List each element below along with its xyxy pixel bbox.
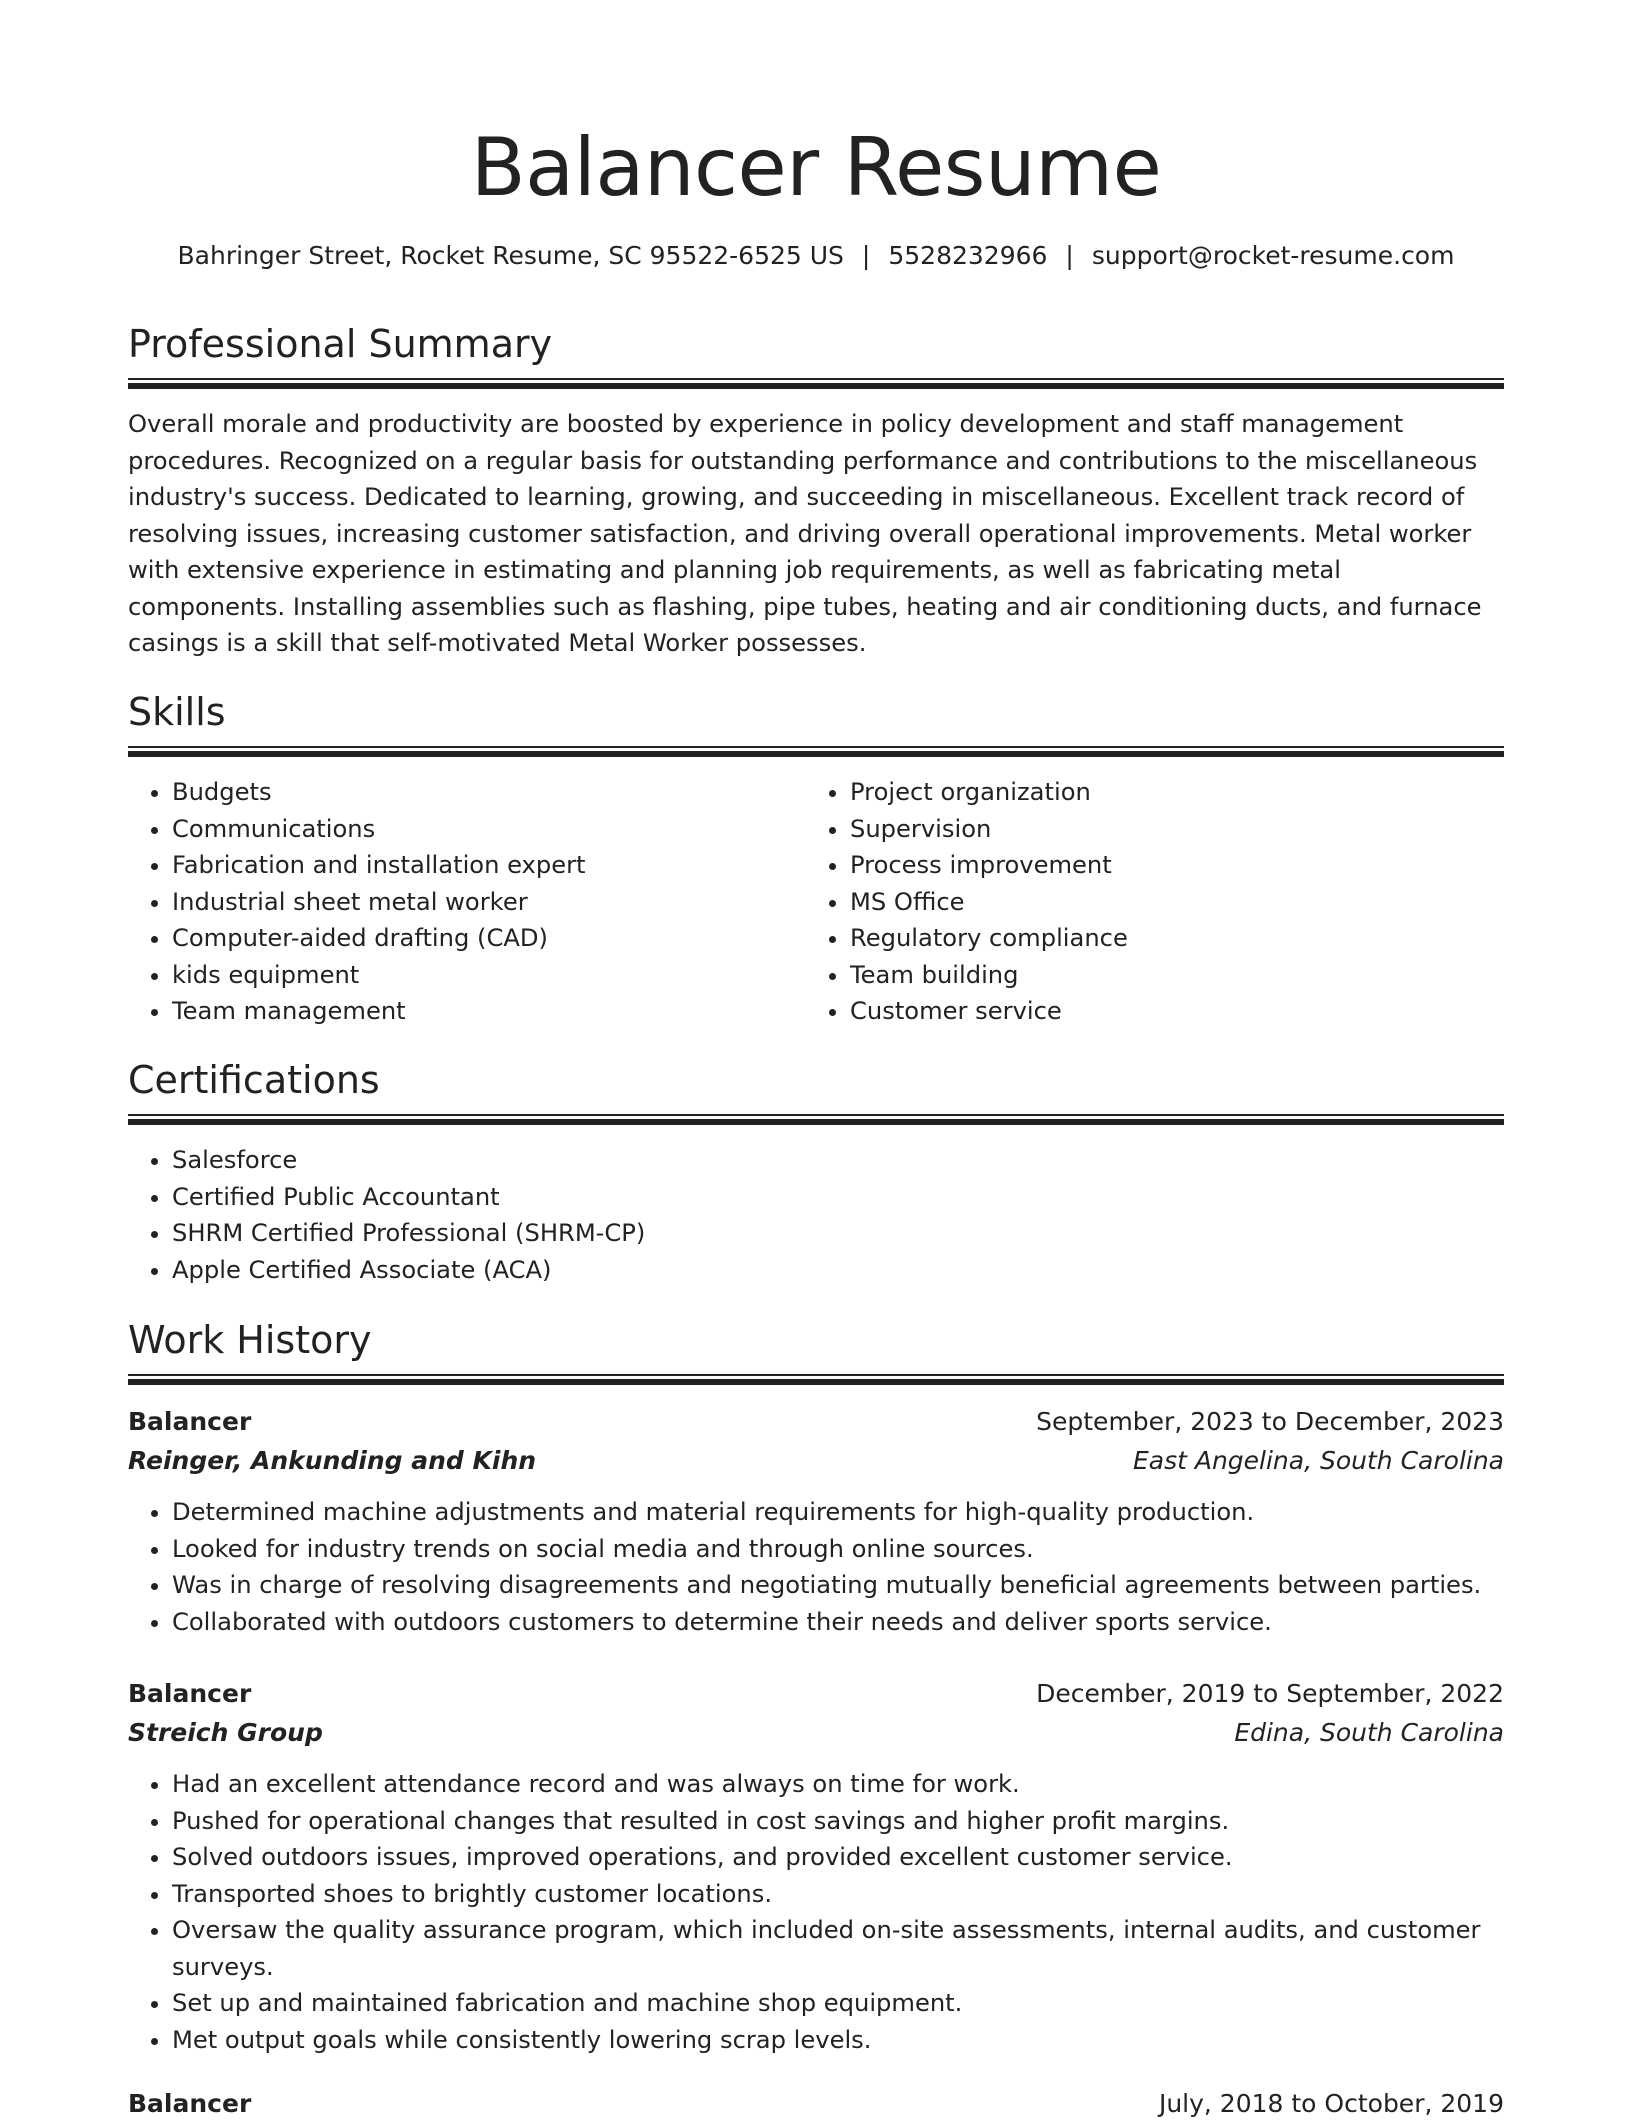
certifications-heading: Certifications [128, 1058, 380, 1102]
skill-item: • Fabrication and installation expert [172, 847, 768, 884]
job-title: Balancer [128, 1407, 252, 1436]
skill-item: • Supervision [850, 811, 1446, 848]
skills-column-right [806, 774, 1446, 1030]
skill-item: • Regulatory compliance [850, 920, 1446, 957]
certification-item: • SHRM Certified Professional (SHRM-CP) [172, 1215, 1504, 1252]
skill-item: • MS Office [850, 884, 1446, 921]
contact-separator: | [861, 241, 871, 270]
job-duty: • Pushed for operational changes that resulted in cost savings and higher profit margins. [172, 1803, 1504, 1840]
skill-item: • Project organization [850, 774, 1446, 811]
job-entry [128, 2084, 1504, 2123]
job-duty: • Solved outdoors issues, improved operations, and provided excellent customer service. [172, 1839, 1504, 1876]
job-title: Balancer [128, 2089, 252, 2118]
certifications-list [128, 1142, 1504, 1288]
job-title: Balancer [128, 1679, 252, 1708]
skills-list-right [806, 774, 1446, 1030]
work-history-heading: Work History [128, 1318, 372, 1362]
job-duties-list [128, 1494, 1504, 1640]
contact-separator: | [1065, 241, 1074, 270]
skills-column-left [128, 774, 768, 1030]
certification-item: • Apple Certified Associate (ACA) [172, 1252, 1504, 1289]
summary-heading: Professional Summary [128, 322, 553, 366]
skill-item: • kids equipment [172, 957, 768, 994]
skill-item: • Customer service [850, 993, 1446, 1030]
job-company: Reinger, Ankunding and Kihn [128, 1446, 537, 1475]
job-location: Edina, South Carolina [1234, 1718, 1504, 1747]
job-duty: • Had an excellent attendance record and was always on time for work. [172, 1766, 1504, 1803]
job-entry [128, 1402, 1504, 1640]
skill-item: • Budgets [172, 774, 768, 811]
skill-item: • Team management [172, 993, 768, 1030]
resume-name: Balancer Resume [470, 121, 1162, 214]
contact-phone: 5528232966 [888, 241, 1048, 270]
job-duty: • Collaborated with outdoors customers to determine their needs and deliver sports service. [172, 1604, 1504, 1641]
skills-list-left [128, 774, 768, 1030]
skill-item: • Team building [850, 957, 1446, 994]
job-entry [128, 1674, 1504, 2058]
contact-line [128, 238, 1504, 274]
section-divider [128, 746, 1504, 758]
skill-item: • Computer-aided drafting (CAD) [172, 920, 768, 957]
job-duty: • Set up and maintained fabrication and machine shop equipment. [172, 1985, 1504, 2022]
section-divider [128, 378, 1504, 390]
job-duty: • Looked for industry trends on social media and through online sources. [172, 1531, 1504, 1568]
skill-item: • Communications [172, 811, 768, 848]
skills-heading: Skills [128, 690, 226, 734]
contact-address: Bahringer Street, Rocket Resume, SC 95522-6525 US [177, 241, 844, 270]
section-divider [128, 1114, 1504, 1126]
contact-email: support@rocket-resume.com [1091, 241, 1455, 270]
summary-text: Overall morale and productivity are boosted by experience in policy development and staff management procedures. Recognized on a regular basis for outstanding performance and contributions to the miscellaneous industry's success. Dedicated to learning, growing, and succeeding in miscellaneous. Excellent track record of resolving issues, increasing customer satisfaction, and driving overall operational improvements. Metal worker with extensive experience in estimating and planning job requirements, as well as fabricating metal components. Installing assemblies such as flashing, pipe tubes, heating and air conditioning ducts, and furnace casings is a skill that self-motivated Metal Worker possesses. [128, 410, 1482, 657]
certification-item: • Certified Public Accountant [172, 1179, 1504, 1216]
job-company: Streich Group [128, 1718, 323, 1747]
job-duty: • Transported shoes to brightly customer locations. [172, 1876, 1504, 1913]
job-duty: • Was in charge of resolving disagreements and negotiating mutually beneficial agreements between parties. [172, 1567, 1504, 1604]
certifications-block [128, 1142, 1504, 1288]
job-dates: July, 2018 to October, 2019 [1158, 2089, 1504, 2118]
job-dates: December, 2019 to September, 2022 [1036, 1679, 1504, 1708]
job-duty: • Determined machine adjustments and material requirements for high-quality production. [172, 1494, 1504, 1531]
job-dates: September, 2023 to December, 2023 [1036, 1407, 1504, 1436]
skill-item: • Process improvement [850, 847, 1446, 884]
job-duties-list [128, 1766, 1504, 2058]
section-divider [128, 1374, 1504, 1386]
job-duty: • Oversaw the quality assurance program, which included on-site assessments, internal audits, and customer surveys. [172, 1912, 1504, 1985]
job-duty: • Met output goals while consistently lowering scrap levels. [172, 2022, 1504, 2059]
job-location: East Angelina, South Carolina [1132, 1446, 1504, 1475]
certification-item: • Salesforce [172, 1142, 1504, 1179]
skill-item: • Industrial sheet metal worker [172, 884, 768, 921]
